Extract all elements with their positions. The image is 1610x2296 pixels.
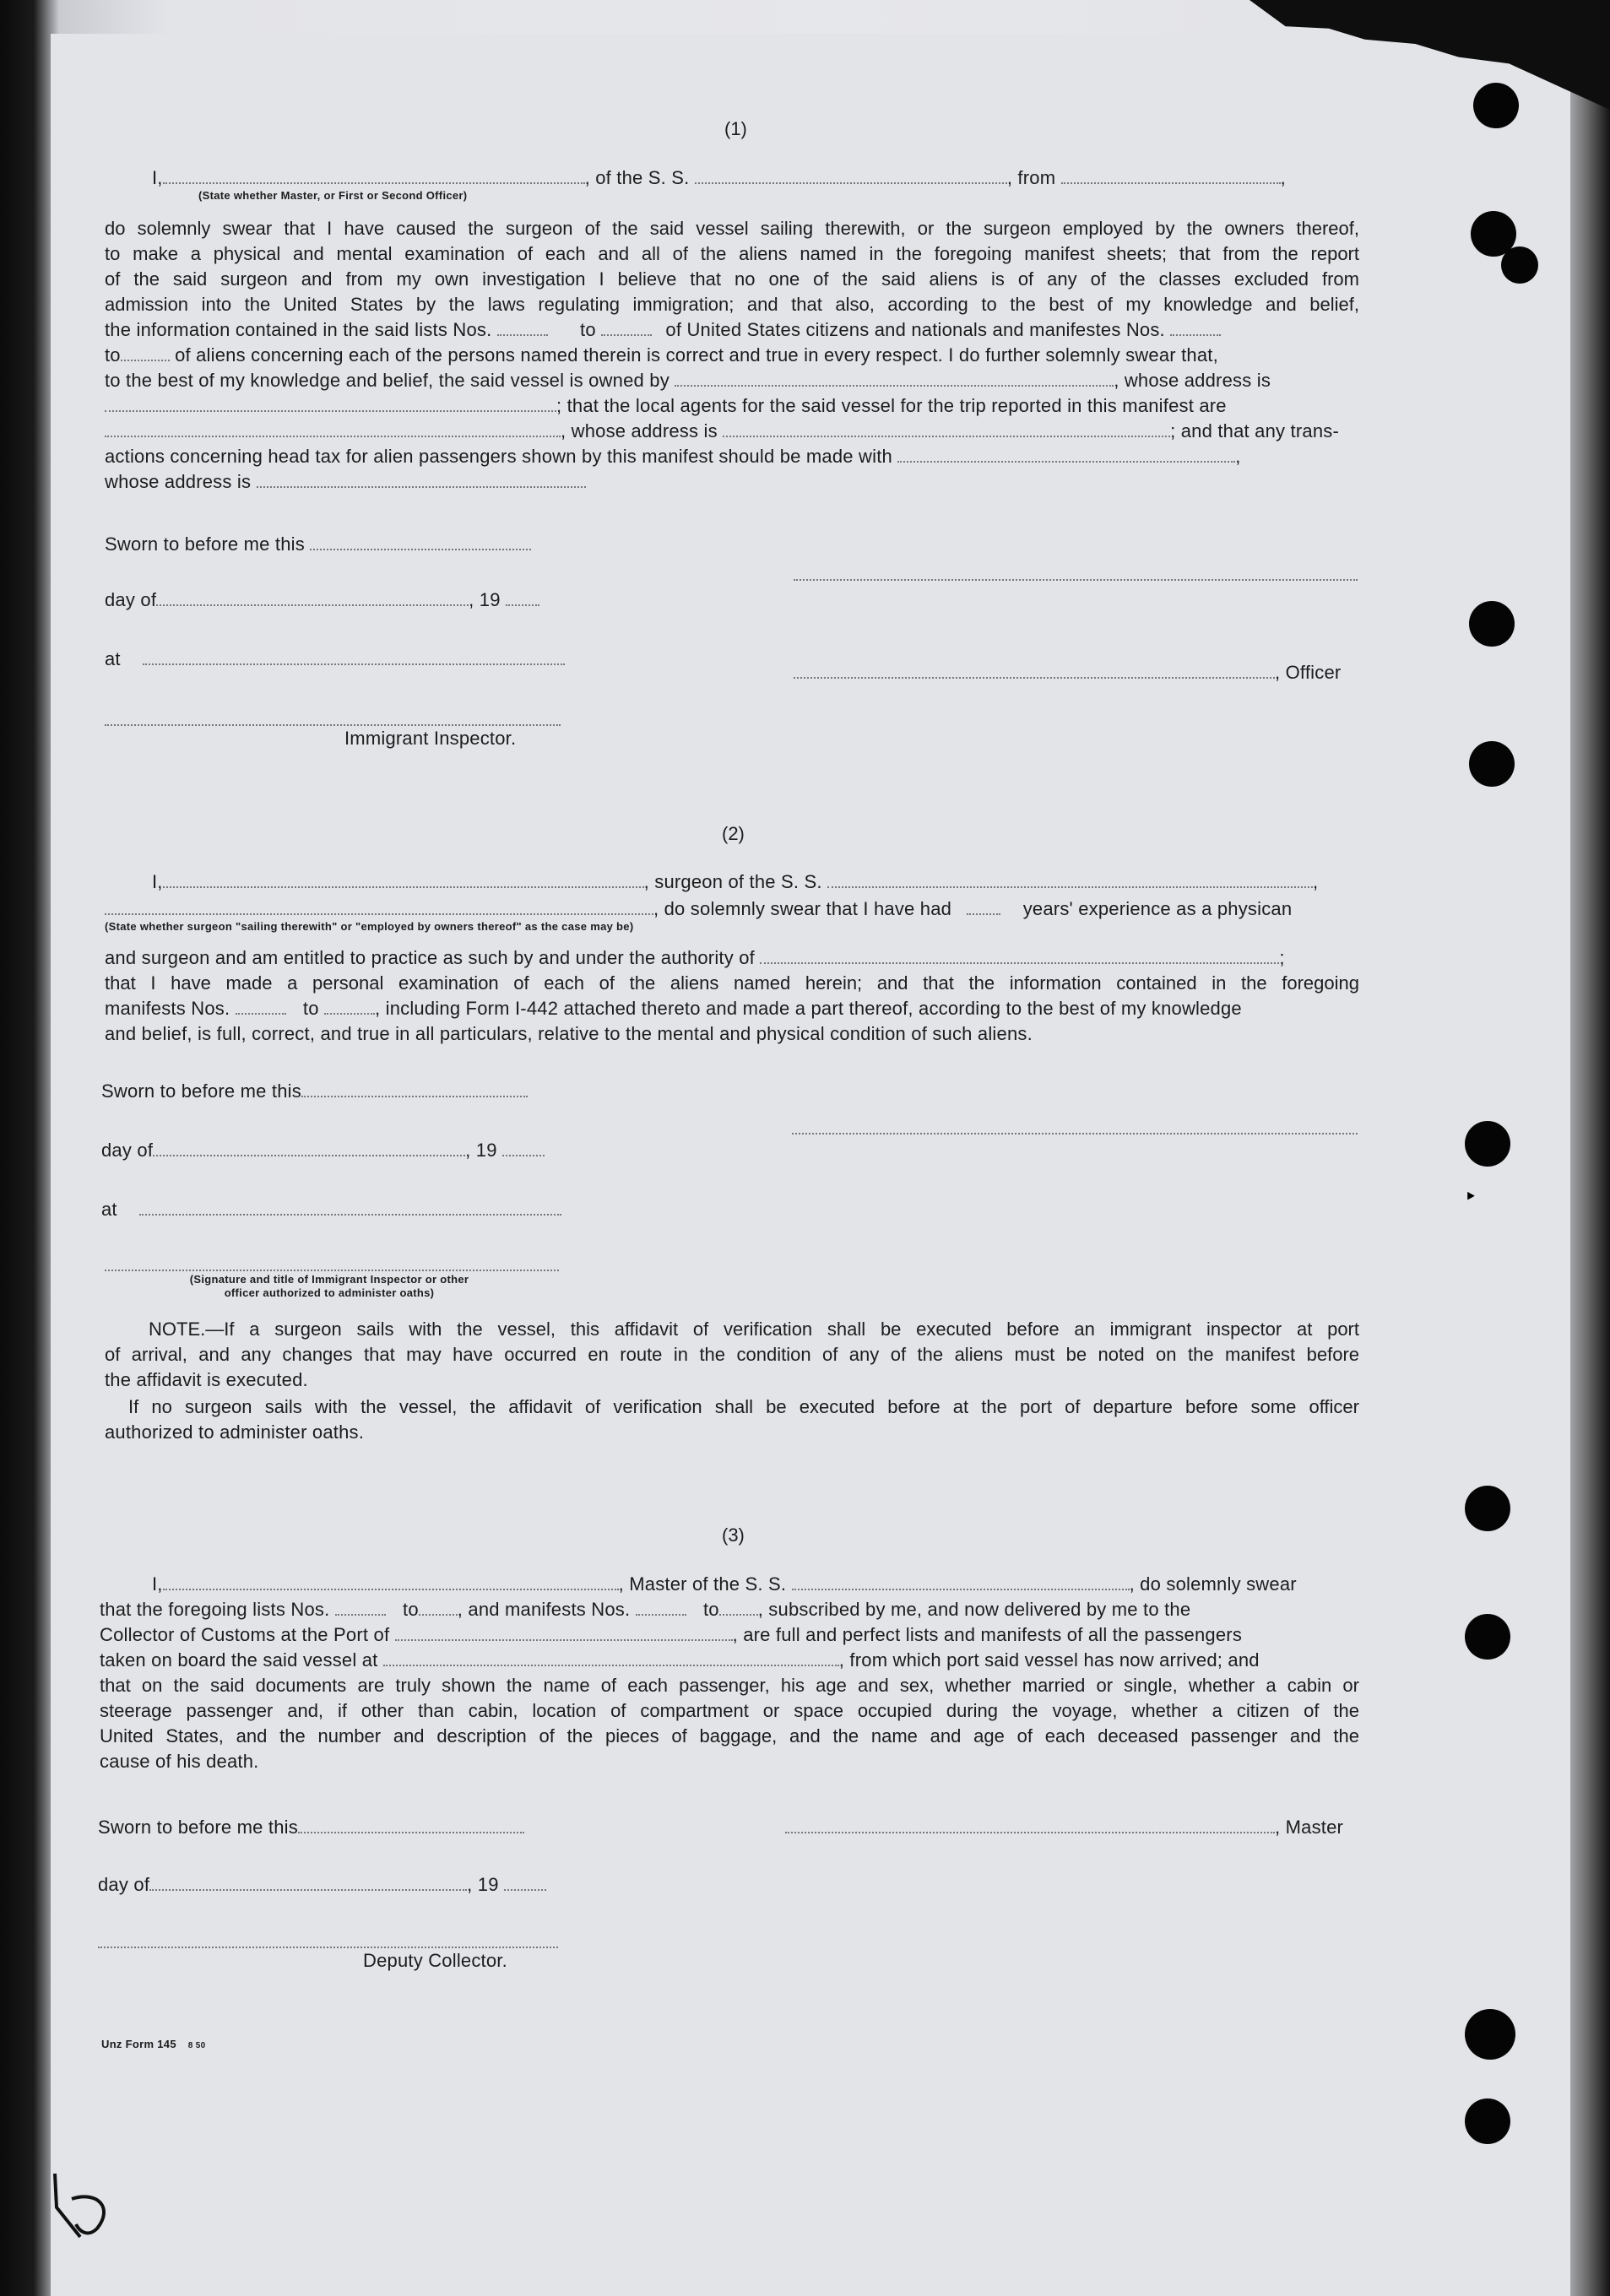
to-label: to bbox=[302, 998, 319, 1019]
transactions-label: ; and that any trans- bbox=[1170, 420, 1339, 441]
s1-paragraph-line: admission into the United States by the laws regulating immigration; and that also, according to the best of my knowledge and belief, bbox=[105, 294, 1359, 315]
at-field[interactable] bbox=[143, 648, 565, 665]
s2-at-field[interactable] bbox=[139, 1199, 561, 1216]
authority-label: and surgeon and am entitled to practice as such by and under the authority of bbox=[105, 947, 755, 968]
i-label: I, bbox=[152, 1573, 163, 1595]
s2-vessel-field[interactable] bbox=[827, 871, 1313, 888]
authority-field[interactable] bbox=[760, 947, 1279, 964]
s1-headtax-line: actions concerning head tax for alien passengers shown by this manifest should be made with , bbox=[105, 446, 1241, 467]
s3-manifests-to-field[interactable] bbox=[719, 1599, 758, 1616]
form-footer bbox=[101, 2038, 205, 2053]
of-ss-label: , of the S. S. bbox=[584, 167, 690, 188]
headtax-address-field[interactable] bbox=[257, 471, 586, 488]
i-label: I, bbox=[152, 871, 163, 892]
margin-mark: ‣ bbox=[1465, 1186, 1477, 1207]
master-of-label: , Master of the S. S. bbox=[618, 1573, 787, 1595]
surgeon-signature-field[interactable] bbox=[792, 1118, 1358, 1134]
s2-manifests-from-field[interactable] bbox=[236, 998, 286, 1015]
s3-collector-line bbox=[100, 1622, 1242, 1648]
note-line: of arrival, and any changes that may have occurred en route in the condition of any of the aliens must be noted on the manifest before bbox=[105, 1344, 1359, 1365]
year-label: , 19 bbox=[467, 1874, 499, 1895]
headtax-label: actions concerning head tax for alien passengers shown by this manifest should be made with bbox=[105, 446, 892, 467]
master-name-field[interactable] bbox=[163, 1573, 619, 1590]
s2-authority-line: and surgeon and am entitled to practice as such by and under the authority of ; bbox=[105, 947, 1285, 968]
officer-note: (State whether Master, or First or Second Officer) bbox=[198, 189, 468, 202]
note-line: authorized to administer oaths. bbox=[105, 1421, 365, 1443]
surgeon-note: (State whether surgeon "sailing therewith" or "employed by owners thereof" as the case may be) bbox=[105, 920, 634, 933]
lists-to-field[interactable] bbox=[601, 319, 652, 336]
from-port-field[interactable] bbox=[1061, 167, 1281, 184]
s2-manifests-to-field[interactable] bbox=[324, 998, 375, 1015]
to-label: to bbox=[403, 1599, 419, 1620]
day-of-label: day of bbox=[105, 589, 157, 610]
sig-note bbox=[135, 1273, 523, 1300]
s3-master-line bbox=[152, 1572, 1297, 1597]
punch-hole bbox=[1465, 1614, 1510, 1660]
surgeon-name-field[interactable] bbox=[163, 871, 644, 888]
s2-experience-line bbox=[105, 896, 1292, 922]
manifests-to-field[interactable] bbox=[121, 344, 170, 361]
s2-inspector-signature-field[interactable] bbox=[105, 1254, 559, 1271]
officer-line: I, , of the S. S. , from , bbox=[152, 167, 1286, 188]
s1-paragraph-line: do solemnly swear that I have caused the surgeon of the said vessel sailing therewith, or the surgeon employed by the owners thereof, bbox=[105, 218, 1359, 239]
s1-officer-signature-top bbox=[794, 562, 1358, 588]
delivered-label: , subscribed by me, and now delivered by me to the bbox=[757, 1599, 1191, 1620]
s2-day-line bbox=[101, 1138, 545, 1163]
form-ref-label: , including Form I-442 attached thereto and made a part thereof, according to the best of my knowledge bbox=[374, 998, 1242, 1019]
surgeon-type-field[interactable] bbox=[105, 898, 653, 915]
s3-year-field[interactable] bbox=[504, 1874, 546, 1891]
port-field[interactable] bbox=[395, 1624, 733, 1641]
owner-field[interactable] bbox=[675, 370, 1114, 387]
s2-paragraph-line: that I have made a personal examination of each of the aliens named herein; and that the information contained in the foregoing bbox=[105, 972, 1359, 994]
swear-label: , do solemnly swear bbox=[1129, 1573, 1297, 1595]
headtax-field[interactable] bbox=[897, 446, 1235, 463]
agents-field[interactable] bbox=[105, 420, 561, 437]
s3-master-signature bbox=[785, 1815, 1343, 1840]
officer-name-field[interactable] bbox=[163, 167, 585, 184]
lists-label: the information contained in the said lists Nos. bbox=[105, 319, 492, 340]
s3-board-line bbox=[100, 1648, 1260, 1673]
arrived-label: , from which port said vessel has now arrived; and bbox=[838, 1649, 1260, 1671]
s1-whose-address-line bbox=[105, 469, 586, 495]
sworn-label: Sworn to before me this bbox=[101, 1080, 301, 1102]
departure-port-field[interactable] bbox=[383, 1649, 839, 1666]
years-exp-label: years' experience as a physican bbox=[1022, 898, 1293, 919]
s2-sworn-date-field[interactable] bbox=[301, 1080, 528, 1097]
s3-paragraph-line: United States, and the number and description of the pieces of baggage, and the name and age of each deceased passenger and the bbox=[100, 1725, 1359, 1746]
s3-sworn-date-field[interactable] bbox=[298, 1817, 524, 1833]
s2-sworn-line bbox=[101, 1079, 528, 1104]
collector-signature-field[interactable] bbox=[98, 1931, 558, 1948]
s1-paragraph-line: of the said surgeon and from my own investigation I believe that no one of the said aliens is of any of the classes excluded from bbox=[105, 268, 1359, 290]
inspector-label: Immigrant Inspector. bbox=[344, 728, 517, 749]
owned-by-label: to the best of my knowledge and belief, the said vessel is owned by bbox=[105, 370, 669, 391]
lists-from-field[interactable] bbox=[497, 319, 548, 336]
punch-hole bbox=[1465, 2098, 1510, 2144]
punch-hole bbox=[1469, 741, 1515, 787]
s3-paragraph-line: cause of his death. bbox=[100, 1751, 259, 1772]
s3-sworn-line bbox=[98, 1815, 524, 1840]
officer-label: , Officer bbox=[1275, 662, 1342, 683]
to-label: to bbox=[702, 1599, 719, 1620]
handwritten-mark bbox=[46, 2165, 122, 2241]
s1-paragraph-line: to make a physical and mental examination of each and all of the aliens named in the foregoing manifest sheets; that from the report bbox=[105, 243, 1359, 264]
s1-sworn-line bbox=[105, 532, 531, 557]
s1-officer-line bbox=[794, 660, 1341, 685]
punch-hole bbox=[1465, 1121, 1510, 1167]
year-label: , 19 bbox=[469, 589, 501, 610]
section-3-number: (3) bbox=[722, 1524, 745, 1546]
note-line: NOTE.—If a surgeon sails with the vessel, this affidavit of verification shall be executed before an immigrant inspector at port bbox=[149, 1319, 1359, 1340]
s3-day-line bbox=[98, 1872, 546, 1898]
taken-on-board-label: taken on board the said vessel at bbox=[100, 1649, 378, 1671]
at-label: at bbox=[101, 1199, 117, 1220]
punch-hole bbox=[1465, 2009, 1515, 2060]
s3-lists-line bbox=[100, 1597, 1190, 1622]
surgeon-of-label: , surgeon of the S. S. bbox=[643, 871, 822, 892]
vessel-name-field[interactable] bbox=[695, 167, 1007, 184]
s1-lists-line bbox=[105, 317, 1221, 343]
swear-label: , do solemnly swear that I have had bbox=[653, 898, 952, 919]
note-line: the affidavit is executed. bbox=[105, 1369, 308, 1390]
sig-note-line: officer authorized to administer oaths) bbox=[224, 1286, 435, 1299]
s2-belief-line: and belief, is full, correct, and true in all particulars, relative to the mental and physical condition of such aliens. bbox=[105, 1023, 1033, 1044]
inspector-signature-field[interactable] bbox=[105, 709, 561, 726]
s3-manifests-from-field[interactable] bbox=[636, 1599, 686, 1616]
lists-label: that the foregoing lists Nos. bbox=[100, 1599, 330, 1620]
s1-day-line bbox=[105, 588, 539, 613]
sworn-label: Sworn to before me this bbox=[105, 533, 305, 555]
collector-label: Deputy Collector. bbox=[363, 1950, 507, 1971]
years-field[interactable] bbox=[967, 898, 1000, 915]
s3-day-field[interactable] bbox=[149, 1874, 467, 1891]
section-1-number: (1) bbox=[724, 118, 747, 139]
s3-paragraph-line: steerage passenger and, if other than cabin, location of compartment or space occupied during the voyage, whether a citizen of the bbox=[100, 1700, 1359, 1721]
s2-year-field[interactable] bbox=[502, 1140, 545, 1156]
form-date: 8 50 bbox=[187, 2041, 206, 2050]
s1-at-line bbox=[105, 647, 565, 672]
sworn-date-field[interactable] bbox=[310, 533, 531, 550]
s1-aliens-line bbox=[105, 343, 1218, 368]
s2-day-field[interactable] bbox=[153, 1140, 465, 1156]
from-label: , from bbox=[1006, 167, 1056, 188]
s3-vessel-field[interactable] bbox=[792, 1573, 1130, 1590]
s2-surgeon-line: I, , surgeon of the S. S. , bbox=[152, 871, 1319, 892]
aliens-label: of aliens concerning each of the persons named therein is correct and true in every respect. I do further solemnly swear that, bbox=[175, 344, 1218, 366]
s1-agent-address-line bbox=[105, 419, 1339, 444]
to-label: to bbox=[105, 344, 121, 366]
s3-lists-from-field[interactable] bbox=[335, 1599, 386, 1616]
sig-note-line: (Signature and title of Immigrant Inspector or other bbox=[189, 1273, 469, 1286]
i-label: I, bbox=[152, 167, 163, 188]
to-label: to bbox=[580, 319, 596, 340]
manifests-label: , and manifests Nos. bbox=[457, 1599, 631, 1620]
s2-manifests-line bbox=[105, 996, 1242, 1021]
note-line: If no surgeon sails with the vessel, the affidavit of verification shall be executed before at the port of departure before some officer bbox=[128, 1396, 1359, 1417]
manifests-label: manifests Nos. bbox=[105, 998, 230, 1019]
owner-address-field[interactable] bbox=[105, 395, 556, 412]
address-label: whose address is bbox=[105, 471, 252, 492]
s2-surgeon-signature bbox=[792, 1116, 1358, 1141]
day-of-label: day of bbox=[98, 1874, 150, 1895]
year-field[interactable] bbox=[506, 589, 539, 606]
s1-owner-line bbox=[105, 368, 1271, 393]
master-signature-field[interactable] bbox=[785, 1817, 1275, 1833]
year-label: , 19 bbox=[465, 1140, 497, 1161]
day-of-label: day of bbox=[101, 1140, 154, 1161]
citizens-label: of United States citizens and nationals and manifestes Nos. bbox=[665, 319, 1165, 340]
collector-label: Collector of Customs at the Port of bbox=[100, 1624, 390, 1645]
day-field[interactable] bbox=[156, 589, 469, 606]
address-label: , whose address is bbox=[1114, 370, 1271, 391]
s2-at-line bbox=[101, 1197, 561, 1222]
at-label: at bbox=[105, 648, 121, 669]
punch-hole bbox=[1501, 246, 1538, 284]
officer-signature-field[interactable] bbox=[794, 564, 1358, 581]
punch-hole bbox=[1473, 83, 1519, 128]
s3-paragraph-line: that on the said documents are truly shown the name of each passenger, his age and sex, whether married or single, whether a cabin or bbox=[100, 1675, 1359, 1696]
punch-hole bbox=[1465, 1486, 1510, 1531]
manifests-from-field[interactable] bbox=[1170, 319, 1221, 336]
officer-title-field[interactable] bbox=[794, 662, 1275, 679]
punch-hole bbox=[1469, 601, 1515, 647]
agents-label: ; that the local agents for the said vessel for the trip reported in this manifest are bbox=[556, 395, 1227, 416]
lists-complete-label: , are full and perfect lists and manifests of all the passengers bbox=[732, 1624, 1243, 1645]
s1-agents-line bbox=[105, 393, 1227, 419]
sworn-label: Sworn to before me this bbox=[98, 1817, 298, 1838]
address-label: , whose address is bbox=[561, 420, 718, 441]
agents-address-field[interactable] bbox=[723, 420, 1170, 437]
section-2-number: (2) bbox=[722, 823, 745, 844]
master-label: , Master bbox=[1275, 1817, 1344, 1838]
s3-lists-to-field[interactable] bbox=[419, 1599, 458, 1616]
form-id: Unz Form 145 bbox=[101, 2038, 176, 2050]
